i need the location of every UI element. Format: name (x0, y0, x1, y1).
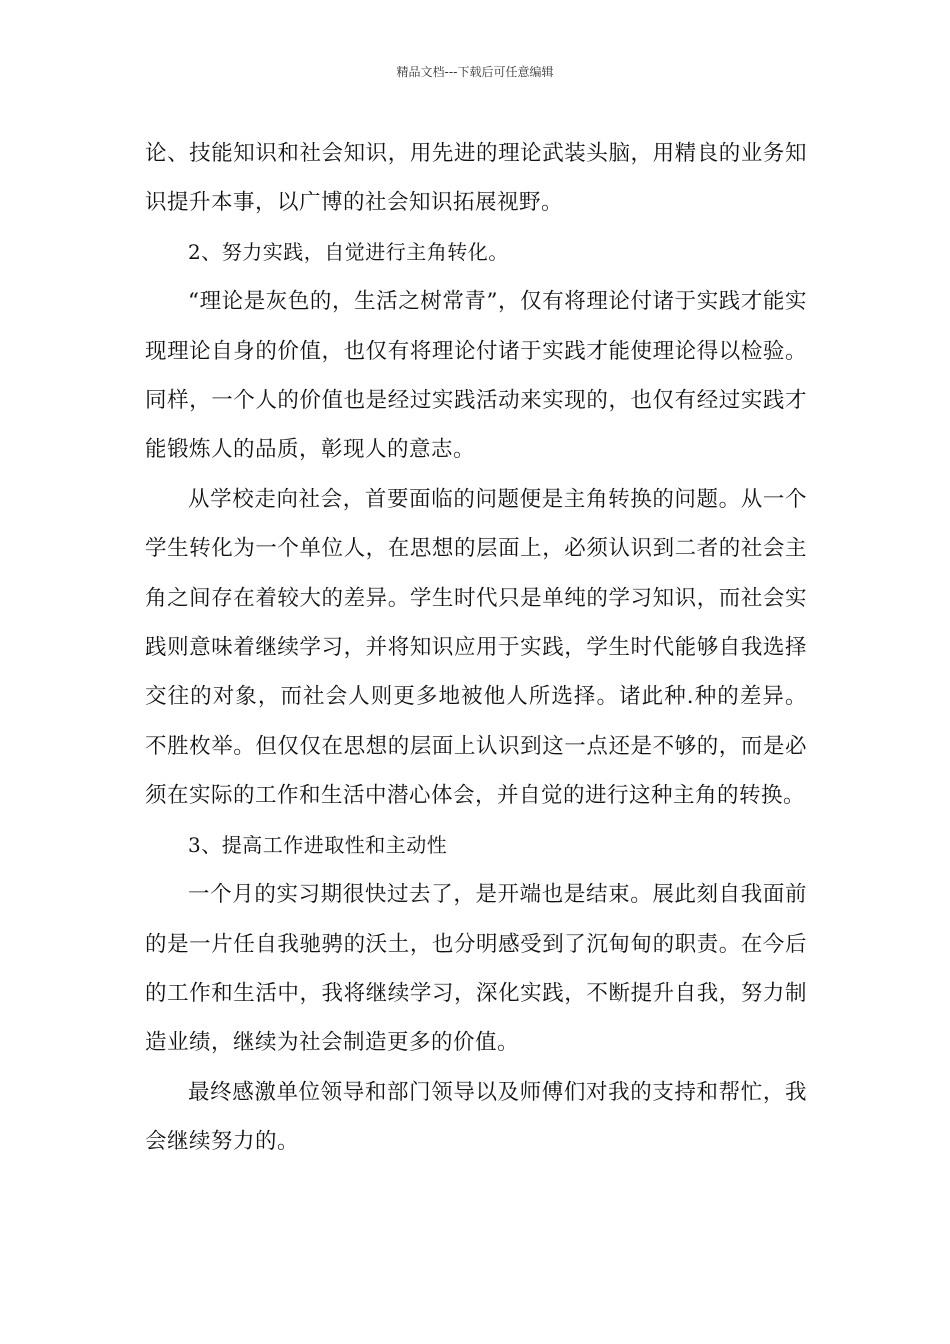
section-heading-practice: 2、努力实践，自觉进行主角转化。 (188, 239, 509, 264)
paragraph-continuation: 论、技能知识和社会知识，用先进的理论武装头脑，用精良的业务知识提升本事，以广博的社会知识拓展视野。 (145, 141, 807, 216)
section-heading-initiative: 3、提高工作进取性和主动性 (188, 832, 448, 857)
paragraph-role-change: 从学校走向社会，首要面临的问题便是主角转换的问题。从一个学生转化为一个单位人，在思想的层面上，必须认识到二者的社会主角之间存在着较大的差异。学生时代只是单纯的学习知识，而社会实践则意味着继续学习，并将知识应用于实践，学生时代能够自我选择交往的对象，而社会人则更多地被他人所选择。诸此种.种的差异。不胜枚举。但仅仅在思想的层面上认识到这一点还是不够的，而是必须在实际的工作和生活中潜心体会，并自觉的进行这种主角的转换。 (145, 486, 807, 809)
document-body (145, 129, 807, 1167)
paragraph-thanks: 最终感激单位领导和部门领导以及师傅们对我的支持和帮忙，我会继续努力的。 (145, 1079, 807, 1155)
paragraph-theory-practice: “理论是灰色的，生活之树常青”，仅有将理论付诸于实践才能实现理论自身的价值，也仅有将理论付诸于实践才能使理论得以检验。同样，一个人的价值也是经过实践活动来实现的，也仅有经过实践才能锻炼人的品质，彰现人的意志。 (145, 289, 807, 463)
page-header: 精品文档---下载后可任意编辑 (396, 65, 554, 79)
paragraph-internship-summary: 一个月的实习期很快过去了，是开端也是结束。展此刻自我面前的是一片任自我驰骋的沃土，也分明感受到了沉甸甸的职责。在今后的工作和生活中，我将继续学习，深化实践，不断提升自我，努力制造业绩，继续为社会制造更多的价值。 (145, 882, 807, 1056)
